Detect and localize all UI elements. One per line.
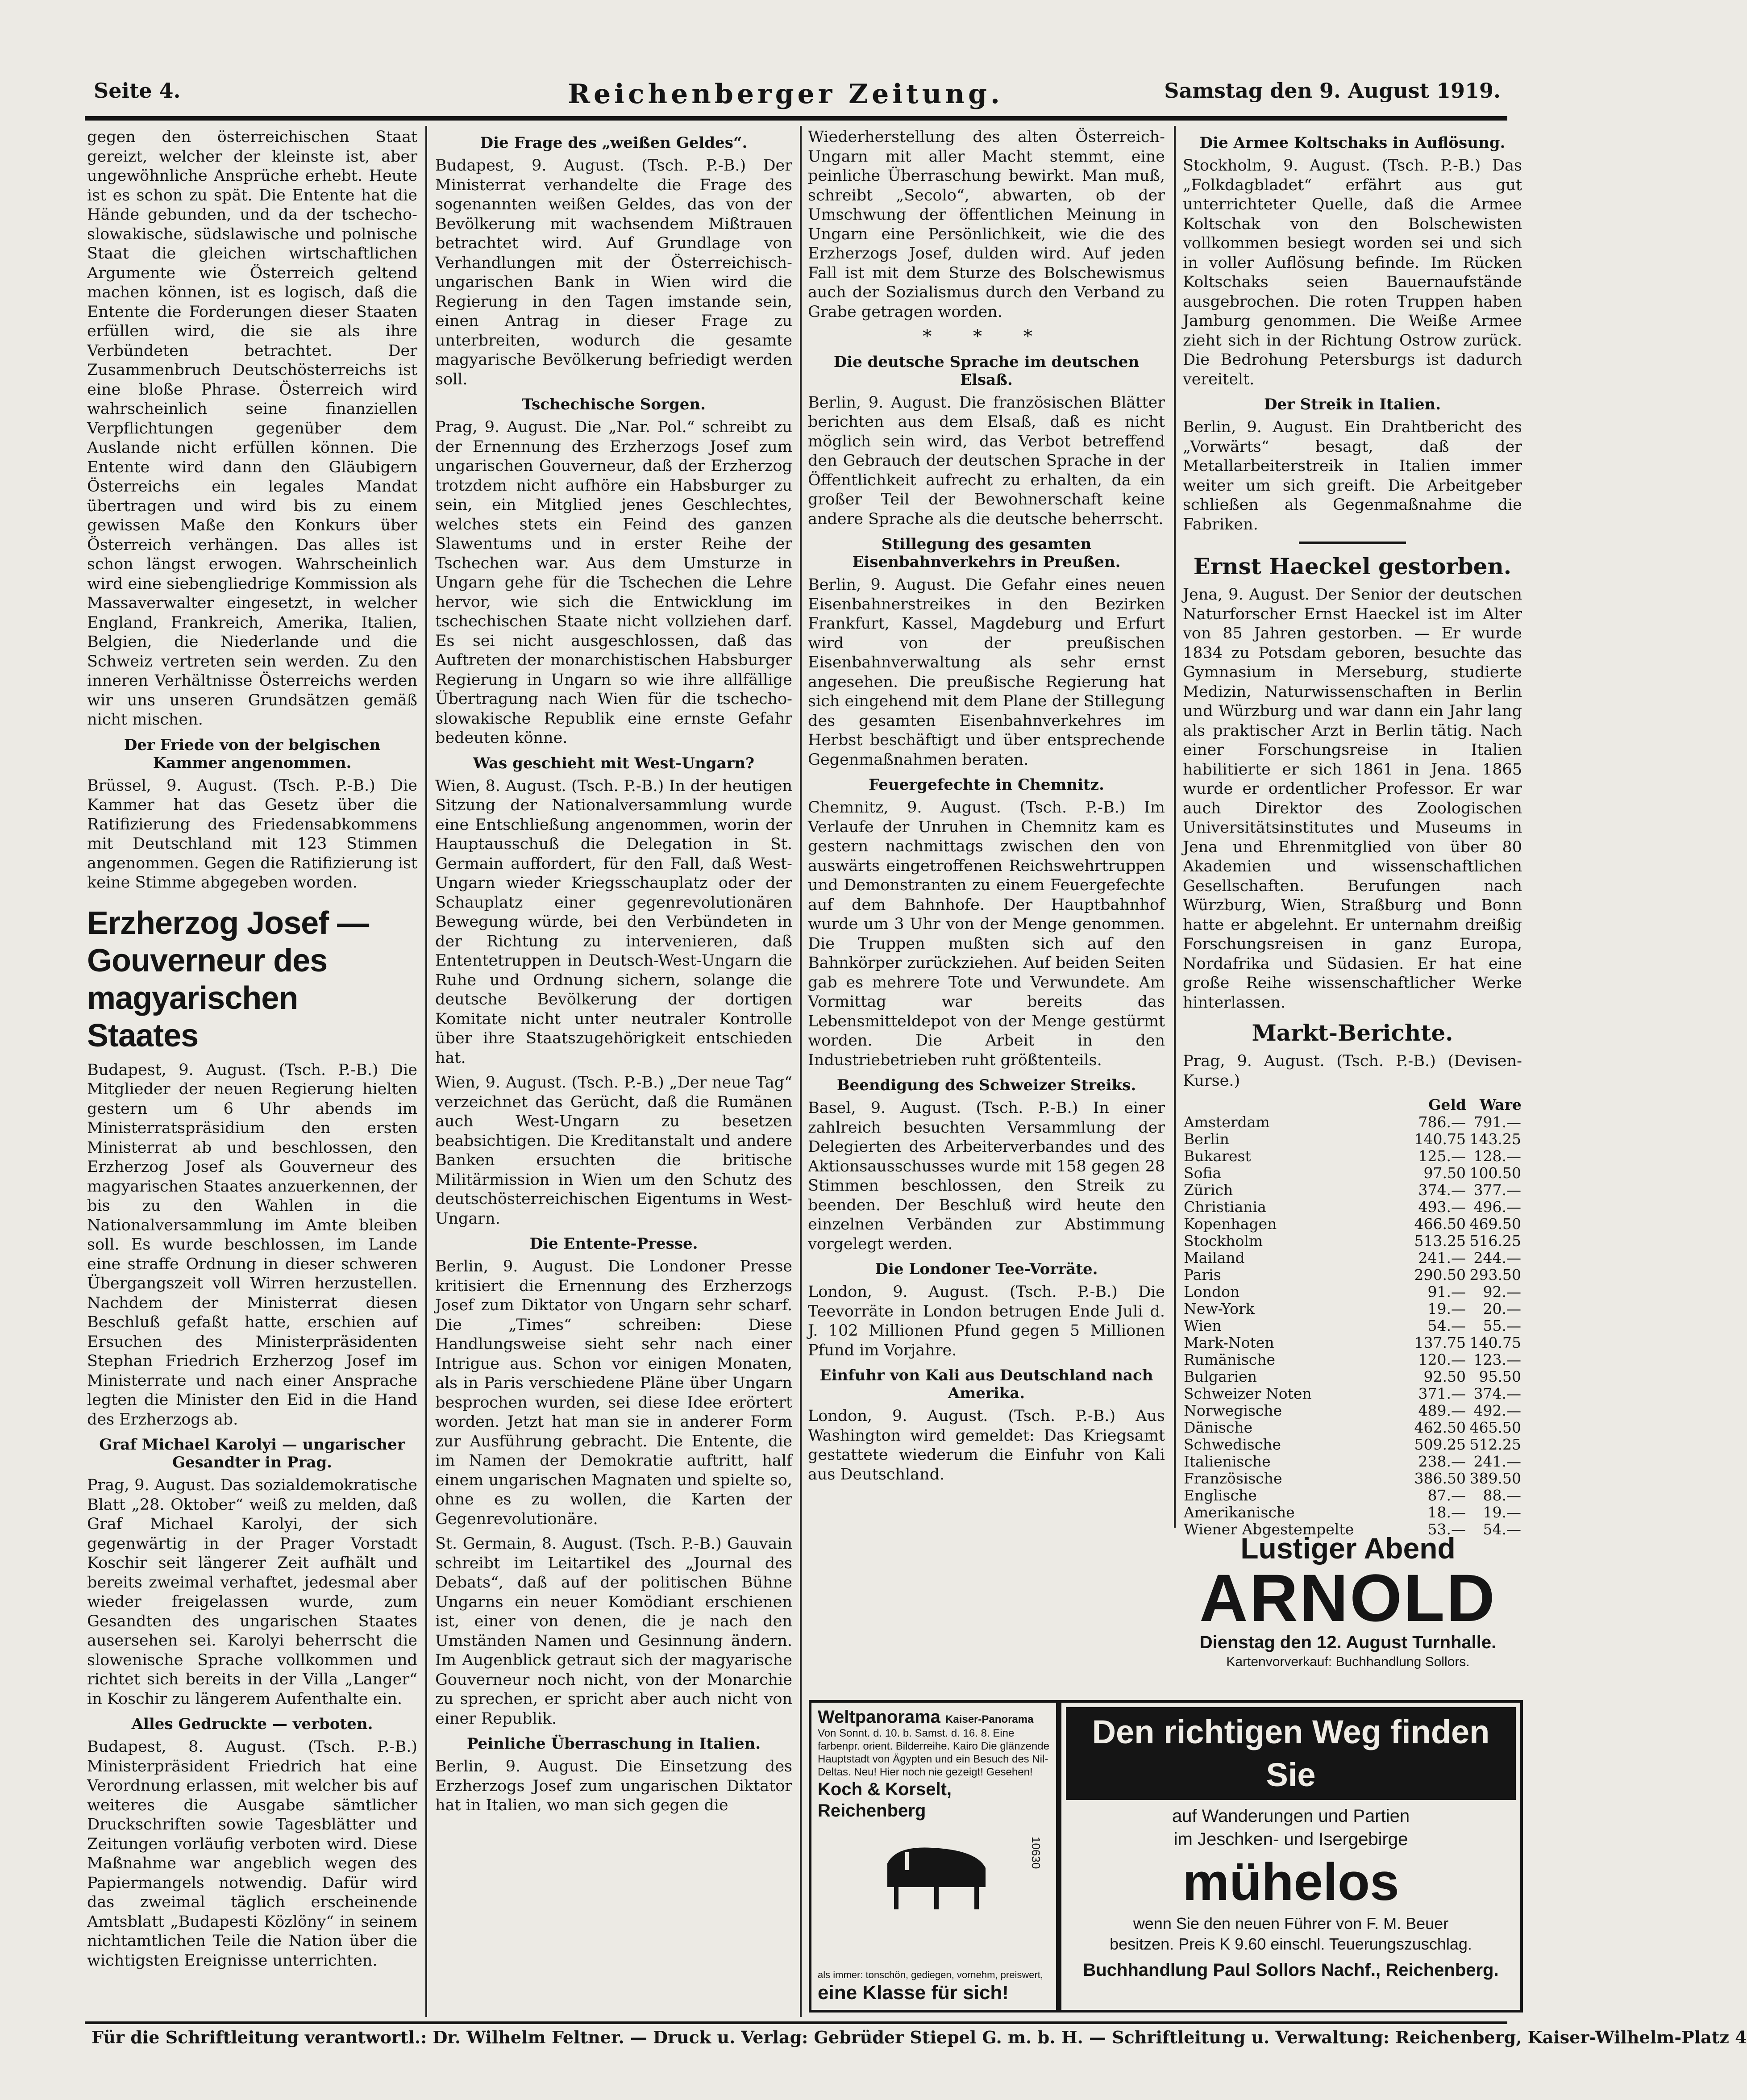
table-row <box>1183 1165 1522 1182</box>
table-row <box>1183 1199 1522 1216</box>
currency-name: Wiener Abgestempelte <box>1184 1521 1354 1538</box>
currency-geld: 241.— <box>1418 1249 1466 1267</box>
table-row <box>1183 1216 1522 1233</box>
currency-name: Französische <box>1184 1470 1282 1487</box>
currency-ware: 95.50 <box>1479 1368 1521 1385</box>
table-row <box>1183 1334 1522 1351</box>
currency-name: Amerikanische <box>1184 1504 1295 1521</box>
currency-geld: 462.50 <box>1414 1419 1466 1436</box>
ad-slogan: eine Klasse für sich! <box>818 1982 1009 2004</box>
ad-text: Von Sonnt. d. 10. b. Samst. d. 16. 8. Eine farbenpr. orient. Bilderreihe. Kairo Die glänzende Hauptstadt von Ägypten und ein Besuch des Nil-Deltas. Neu! Hier noch nie gezeigt! Gesehen! <box>818 1727 1049 1778</box>
article-heading: Die Entente-Presse. <box>529 1235 698 1253</box>
currency-ware: 143.25 <box>1469 1130 1521 1148</box>
section-stars: * * * <box>923 326 1050 347</box>
ad-headline: Den richtigen Weg finden Sie <box>1066 1707 1516 1800</box>
article-text: Budapest, 9. August. (Tsch. P.-B.) Der Ministerrat verhandelte die Frage des sogenannten weißen Geldes, das von der Bevölkerung mit wachsendem Mißtrauen betrachtet wird. Auf Grundlage von Verhandlungen mit der Österreichisch-ungarischen Bank in Wien wird die Regierung in den Tagen imstande sein, einen Antrag in dieser Frage zu unterbreiten, wodurch die gesamte magyarische Bevölkerung befriedigt werden soll. <box>435 157 792 388</box>
article-text: Budapest, 9. August. (Tsch. P.-B.) Die Mitglieder der neuen Regierung hielten gestern um 6 Uhr abends im Ministerratspräsidium den ersten Ministerrat ab und beschlossen, den Erzherzog Josef als Gouverneur des magyarischen Staates anzuerkennen, der bis zu den Wahlen in die Nationalversammlung im Amte bleiben soll. Es wurde beschlossen, im Lande eine straffe Ordnung in dieser schweren Übergangszeit voll Wirren herzustellen. Nachdem der Ministerrat diesen Beschluß gefaßt hatte, erschien auf Ersuchen des Ministerpräsidenten Stephan Friedrich Erzherzog Josef im Ministerrate und nach einer Ansprache legten die Minister den Eid in die Hand des Erzherzogs ab. <box>87 1061 417 1429</box>
currency-ware: 54.— <box>1483 1521 1521 1538</box>
article-text: Chemnitz, 9. August. (Tsch. P.-B.) Im Verlaufe der Unruhen in Chemnitz kam es gestern nachmittags zwischen den von auswärts eingetroffenen Reichswehrtruppen und Demonstranten zu einem Feuergefechte auf dem Bahnhofe. Der Hauptbahnhof wurde um 3 Uhr von der Menge genommen. Die Truppen mußten sich auf den Bahnkörper zurückziehen. Auf beiden Seiten gab es mehrere Tote und Verwundete. Am Vormittag war bereits das Lebensmitteldepot von der Menge gestürmt worden. Die Arbeit in den Industriebetrieben ruht größtenteils. <box>808 799 1165 1069</box>
table-row <box>1183 1385 1522 1402</box>
currency-name: Rumänische <box>1184 1351 1276 1368</box>
ad-line: im Jeschken- und Isergebirge <box>1173 1829 1408 1849</box>
market-intro: Prag, 9. August. (Tsch. P.-B.) (Devisen-Kurse.) <box>1183 1052 1522 1090</box>
currency-ware: 244.— <box>1473 1249 1521 1267</box>
table-header-blank <box>1183 1096 1411 1114</box>
ad-price: besitzen. Preis K 9.60 einschl. Teuerungszuschlag. <box>1110 1935 1472 1953</box>
currency-ware: 293.50 <box>1469 1266 1521 1283</box>
article-heading: Peinliche Überraschung in Italien. <box>466 1735 761 1753</box>
currency-name: Bulgarien <box>1184 1368 1257 1385</box>
currency-name: London <box>1184 1283 1240 1300</box>
footer-rule <box>85 2021 1507 2024</box>
article-heading: Einfuhr von Kali aus Deutschland nach Amerika. <box>819 1367 1153 1402</box>
table-row <box>1183 1436 1522 1453</box>
column-divider <box>800 126 802 2017</box>
currency-name: Amsterdam <box>1184 1113 1270 1131</box>
table-row <box>1183 1453 1522 1470</box>
ad-presale: Kartenvorverkauf: Buchhandlung Sollors. <box>1226 1654 1470 1669</box>
currency-geld: 87.— <box>1427 1487 1466 1504</box>
table-row <box>1183 1250 1522 1267</box>
currency-ware: 374.— <box>1473 1385 1521 1402</box>
page-number: Seite 4. <box>94 79 181 103</box>
currency-name: Christiania <box>1184 1198 1266 1216</box>
ad-tagline: als immer: tonschön, gediegen, vornehm, preiswert, <box>818 1969 1044 1980</box>
ad-line: wenn Sie den neuen Führer von F. M. Beuer <box>1133 1914 1449 1933</box>
imprint-footer: Für die Schriftleitung verantwortl.: Dr. Wilhelm Feltner. — Druck u. Verlag: Gebrüder Stiepel G. m. b. H. — Schriftleitung u. Verwaltung: Reichenberg, Kaiser-Wilhelm-Platz 4 <box>92 2027 1747 2047</box>
article-heading: Tschechische Sorgen. <box>522 396 706 413</box>
table-row <box>1183 1402 1522 1419</box>
article-text: Prag, 9. August. Das sozialdemokratische Blatt „28. Oktober“ weiß zu melden, daß Graf Michael Karolyi, der sich gegenwärtig in der Prager Vorstadt Koschir seit längerer Zeit aufhält und bereits zweimal verhaftet, jedesmal aber wieder freigelassen wurde, zum Gesandten des ungarischen Staates ausersehen sei. Karolyi beherrscht die slowenische Sprache vollkommen und richtet sich bereits in der Villa „Langer“ in Koschir zu längerem Aufenthalte ein. <box>87 1476 417 1708</box>
currency-name: Englische <box>1184 1487 1257 1504</box>
article-heading: Die Londoner Tee-Vorräte. <box>875 1260 1098 1278</box>
currency-geld: 786.— <box>1418 1113 1466 1131</box>
currency-ware: 512.25 <box>1469 1436 1521 1453</box>
currency-ware: 20.— <box>1483 1300 1521 1317</box>
article-heading: Die deutsche Sprache im deutschen Elsaß. <box>833 353 1140 389</box>
article-text: Berlin, 9. August. Die Gefahr eines neuen Eisenbahnerstreikes in den Bezirken Frankfurt, Kassel, Magdeburg und Erfurt wird von der preußischen Eisenbahnverwaltung als sehr ernst angesehen. Die preußische Regierung hat sich eingehend mit dem Plane der Stillegung des gesamten Eisenbahnverkehres im Herbst beschäftigt und über entsprechende Gegenmaßnahmen beraten. <box>808 576 1165 769</box>
currency-geld: 53.— <box>1427 1521 1466 1538</box>
table-row <box>1183 1487 1522 1504</box>
currency-name: Schweizer Noten <box>1184 1385 1312 1402</box>
currency-ware: 19.— <box>1483 1504 1521 1521</box>
currency-geld: 489.— <box>1418 1402 1466 1419</box>
table-row <box>1183 1114 1522 1131</box>
currency-name: Mark-Noten <box>1184 1334 1274 1351</box>
article-heading: Alles Gedruckte — verboten. <box>131 1715 373 1733</box>
newspaper-title: Reichenberger Zeitung. <box>568 79 1003 110</box>
currency-ware: 88.— <box>1483 1487 1521 1504</box>
currency-ware: 492.— <box>1473 1402 1521 1419</box>
currency-name: Zürich <box>1184 1181 1233 1199</box>
table-row <box>1183 1182 1522 1199</box>
currency-geld: 238.— <box>1418 1453 1466 1470</box>
ad-lustiger-abend <box>1172 1532 1524 1693</box>
currency-geld: 92.50 <box>1423 1368 1466 1385</box>
currency-name: Dänische <box>1184 1419 1253 1436</box>
ad-weltpanorama <box>809 1700 1059 2012</box>
ad-emphasis: mühelos <box>1182 1853 1399 1912</box>
currency-geld: 466.50 <box>1414 1215 1466 1233</box>
column-1 <box>87 128 417 2019</box>
ad-subtitle: Kaiser-Panorama <box>945 1713 1034 1725</box>
article-text: St. Germain, 8. August. (Tsch. P.-B.) Gauvain schreibt im Leitartikel des „Journal des Debats“, daß auf der politischen Bühne Ungarns ein neuer Komödiant erschienen ist, einer von denen, die je nach den Umständen Namen und Gesinnung ändern. Im Augenblick getraut sich der magyarische Gouverneur noch nicht, von der Monarchie zu sprechen, er spricht aber auch nicht von einer Republik. <box>435 1535 792 1728</box>
column-divider <box>425 126 427 2017</box>
currency-name: Italienische <box>1184 1453 1271 1470</box>
currency-geld: 120.— <box>1418 1351 1466 1368</box>
grand-piano-icon <box>878 1837 994 1912</box>
headline-haeckel: Ernst Haeckel gestorben. <box>1193 553 1512 579</box>
column-divider <box>1174 126 1176 1528</box>
currency-ware: 389.50 <box>1469 1470 1521 1487</box>
currency-geld: 91.— <box>1427 1283 1466 1300</box>
currency-name: Schwedische <box>1184 1436 1281 1453</box>
currency-name: Mailand <box>1184 1249 1245 1267</box>
article-text: London, 9. August. (Tsch. P.-B.) Aus Washington wird gemeldet: Das Kriegsamt gestattete wiederum die Einfuhr von Kali aus Deutschland. <box>808 1407 1165 1483</box>
currency-geld: 493.— <box>1418 1198 1466 1216</box>
article-heading: Die Frage des „weißen Geldes“. <box>480 134 748 152</box>
currency-ware: 377.— <box>1473 1181 1521 1199</box>
currency-geld: 18.— <box>1427 1504 1466 1521</box>
article-heading: Der Streik in Italien. <box>1264 396 1441 413</box>
article-text: Brüssel, 9. August. (Tsch. P.-B.) Die Kammer hat das Gesetz über die Ratifizierung des Friedensabkommens mit Deutschland mit 123 Stimmen angenommen. Gegen die Ratifizierung ist keine Stimme abgegeben worden. <box>87 776 417 892</box>
article-heading: Stillegung des gesamten Eisenbahnverkehrs in Preußen. <box>852 535 1121 571</box>
table-row <box>1183 1283 1522 1300</box>
currency-geld: 290.50 <box>1414 1266 1466 1283</box>
headline-erzherzog-josef: Erzherzog Josef — Gouverneur des magyarischen Staates <box>87 905 369 1054</box>
currency-ware: 469.50 <box>1469 1215 1521 1233</box>
article-heading: Graf Michael Karolyi — ungarischer Gesandter in Prag. <box>99 1436 405 1471</box>
article-text: Stockholm, 9. August. (Tsch. P.-B.) Das „Folkdagbladet“ erfährt aus gut unterrichteter Quelle, daß die Armee Koltschak von den Bolschewisten vollkommen besiegt worden sei und sich in voller Auflösung befinde. Im Rücken Koltschaks seien Bauernaufstände ausgebrochen. Die roten Truppen haben Jamburg genommen. Die Weiße Armee zieht sich in der Richtung Ostrow zurück. Die Bedrohung Petersburgs ist dadurch vereitelt. <box>1183 157 1522 388</box>
currency-ware: 100.50 <box>1469 1164 1521 1182</box>
article-text: Wien, 9. August. (Tsch. P.-B.) „Der neue Tag“ verzeichnet das Gerücht, daß die Rumänen auch West-Ungarn zu besetzen beabsichtigen. Die Kreditanstalt und andere Banken ersuchten die britische Militärmission in Wien um den Schutz des deutschösterreichischen Eigentums in West-Ungarn. <box>435 1074 792 1228</box>
currency-ware: 496.— <box>1473 1198 1521 1216</box>
currency-ware: 516.25 <box>1469 1232 1521 1250</box>
currency-name: Berlin <box>1184 1130 1229 1148</box>
currency-geld: 374.— <box>1418 1181 1466 1199</box>
article-heading: Die Armee Koltschaks in Auflösung. <box>1199 134 1506 152</box>
article-text: Basel, 9. August. (Tsch. P.-B.) In einer zahlreich besuchten Versammlung der Delegierten des Arbeiterverbandes und des Aktionsausschusses wurde mit 158 gegen 28 Stimmen beschlossen, den Streik zu beenden. Der Beschluß wird heute den einzelnen Verbänden zur Abstimmung vorgelegt werden. <box>808 1099 1165 1253</box>
currency-name: Kopenhagen <box>1184 1215 1277 1233</box>
currency-geld: 19.— <box>1427 1300 1466 1317</box>
ad-date: Dienstag den 12. August Turnhalle. <box>1199 1633 1497 1652</box>
column-4 <box>1183 128 1522 1538</box>
table-row <box>1183 1148 1522 1165</box>
table-row <box>1183 1368 1522 1385</box>
ad-line: auf Wanderungen und Partien <box>1172 1806 1410 1826</box>
table-row <box>1183 1233 1522 1250</box>
article-text: Berlin, 9. August. Ein Drahtbericht des „Vorwärts“ besagt, daß der Metallarbeiterstreik in Italien immer weiter um sich greift. Die Arbeitgeber schließen als Gegenmaßnahme die Fabriken. <box>1183 418 1522 533</box>
currency-table <box>1183 1096 1522 1538</box>
currency-geld: 386.50 <box>1414 1470 1466 1487</box>
currency-ware: 465.50 <box>1469 1419 1521 1436</box>
section-separator <box>1299 542 1406 544</box>
currency-geld: 371.— <box>1418 1385 1466 1402</box>
article-text: Prag, 9. August. Die „Nar. Pol.“ schreibt zu der Ernennung des Erzherzogs Josef zum ungarischen Gouverneur, daß der Erzherzog trotzdem nicht aufhöre ein Habsburger zu sein, ein Mitglied jenes Geschlechtes, welches stets ein Feind des ganzen Slawentums und in erster Reihe der Tschechen war. Aus dem Umsturze in Ungarn gehe für die Tschechen die Lehre hervor, wie sich die Entwicklung im tschechischen Staate nicht vollziehen darf. Es sei nicht ausgeschlossen, daß das Auftreten der monarchistischen Habsburger Regierung in Ungarn so wie ihre allfällige Übertragung nach Wien für die tschecho-slowakische Republik eine ernste Gefahr bedeuten könne. <box>435 418 792 747</box>
currency-ware: 55.— <box>1483 1317 1521 1334</box>
ad-fuehrer <box>1059 1700 1523 2012</box>
ad-performer-name: ARNOLD <box>1199 1560 1497 1635</box>
table-header-geld: Geld <box>1428 1096 1466 1113</box>
ad-bookshop: Buchhandlung Paul Sollors Nachf., Reichenberg. <box>1083 1960 1499 1980</box>
table-row <box>1183 1351 1522 1368</box>
currency-geld: 125.— <box>1418 1147 1466 1165</box>
header-rule <box>85 116 1507 121</box>
currency-ware: 241.— <box>1473 1453 1521 1470</box>
currency-name: Paris <box>1184 1266 1221 1283</box>
currency-geld: 54.— <box>1427 1317 1466 1334</box>
currency-ware: 123.— <box>1473 1351 1521 1368</box>
ad-title: Lustiger Abend <box>1240 1532 1456 1565</box>
article-heading: Feuergefechte in Chemnitz. <box>869 776 1104 794</box>
column-2 <box>435 128 792 2019</box>
table-row <box>1183 1131 1522 1148</box>
currency-name: Bukarest <box>1184 1147 1251 1165</box>
currency-geld: 137.75 <box>1414 1334 1466 1351</box>
table-row <box>1183 1317 1522 1334</box>
article-text: gegen den österreichischen Staat gereizt, welcher der kleinste ist, aber ungewöhnliche Ansprüche erhebt. Heute ist es schon zu spät. Die Entente hat die Hände gebunden, und da der tschecho-slowakische, südslawische und polnische Staat die gleichen wirtschaftlichen Argumente wie Österreich geltend machen können, ist es logisch, daß die Entente die Forderungen dieser Staaten erfüllen wird, die sie als ihre Verbündeten betrachtet. Der Zusammenbruch Deutschösterreichs ist eine bloße Phrase. Österreich wird wahrscheinlich seine finanziellen Verpflichtungen gegenüber dem Auslande nicht erfüllen können. Die Entente wird dann den Gläubigern Österreichs ein legales Mandat übertragen und wird bis zu einem gewissen Maße den Konkurs über Österreich verhängen. Das alles ist schon längst erwogen. Wahrscheinlich wird eine siebengliedrige Kommission als Massaverwalter eingesetzt, in welcher England, Frankreich, Amerika, Italien, Belgien, die Niederlande und die Schweiz vertreten sein werden. Zu den inneren Verhältnisse Österreichs werden wir uns unseren Grundsätzen gemäß nicht mischen. <box>87 128 417 729</box>
ad-firm: Koch & Korselt, Reichenberg <box>818 1779 952 1821</box>
table-header-ware: Ware <box>1480 1096 1522 1113</box>
currency-name: New-York <box>1184 1300 1255 1317</box>
table-row <box>1183 1300 1522 1317</box>
currency-ware: 92.— <box>1483 1283 1521 1300</box>
article-text: Jena, 9. August. Der Senior der deutschen Naturforscher Ernst Haeckel ist im Alter von 85 Jahren gestorben. — Er wurde 1834 zu Potsdam geboren, besuchte das Gymnasium in Merseburg, studierte Medizin, Naturwissenschaften in Berlin und Würzburg und war dann ein Jahr lang als praktischer Arzt in Berlin tätig. Nach einer Forschungsreise in Italien habilitierte er sich 1861 in Jena. 1865 wurde er ordentlicher Professor. Er war auch Direktor des Zoologischen Universitätsinstitutes und Museums in Jena und Ehrenmitglied von über 80 Akademien und wissenschaftlichen Gesellschaften. Berufungen nach Würzburg, Wien, Straßburg und Bonn hatte er abgelehnt. Er unternahm dreißig Forschungsreisen in ganz Europa, Nordafrika und Südasien. Er hat eine große Reihe wissenschaftlicher Werke hinterlassen. <box>1183 586 1522 1012</box>
article-heading: Beendigung des Schweizer Streiks. <box>836 1076 1136 1094</box>
article-text: Berlin, 9. August. Die französischen Blätter berichten aus dem Elsaß, daß es nicht möglich sein wird, das Verbot betreffend den Gebrauch der deutschen Sprache in der Öffentlichkeit aufrecht zu erhalten, da ein großer Teil der Bewohnerschaft keine andere Sprache als die deutsche beherrscht. <box>808 393 1165 528</box>
currency-name: Wien <box>1184 1317 1222 1334</box>
currency-ware: 128.— <box>1473 1147 1521 1165</box>
table-row <box>1183 1267 1522 1283</box>
article-text: Berlin, 9. August. Die Londoner Presse kritisiert die Ernennung des Erzherzogs Josef zum Diktator von Ungarn sehr scharf. Die „Times“ schreiben: Diese Handlungsweise sieht sehr nach einer Intrigue aus. Schon vor einigen Monaten, als in Paris verschiedene Pläne über Ungarn besprochen wurden, sei diese Idee erörtert worden. Jetzt hat man sie in anderer Form zur Ausführung gebracht. Die Entente, die im Namen der Demokratie auftritt, half einem ungarischen Magnaten und spielte so, ohne es zu wollen, die Karten der Gegenrevolutionäre. <box>435 1258 792 1528</box>
currency-name: Sofia <box>1184 1164 1222 1182</box>
table-row <box>1183 1470 1522 1487</box>
article-heading: Was geschieht mit West-Ungarn? <box>473 754 755 772</box>
currency-name: Stockholm <box>1184 1232 1263 1250</box>
article-text: Berlin, 9. August. Die Einsetzung des Erzherzogs Josef zum ungarischen Diktator hat in Italien, wo man sich gegen die <box>435 1758 792 1814</box>
currency-ware: 791.— <box>1473 1113 1521 1131</box>
article-text: London, 9. August. (Tsch. P.-B.) Die Teevorräte in London betrugen Ende Juli d. J. 102 Millionen Pfund gegen 5 Millionen Pfund im Vorjahre. <box>808 1283 1165 1359</box>
currency-geld: 97.50 <box>1423 1164 1466 1182</box>
table-row <box>1183 1504 1522 1521</box>
issue-date: Samstag den 9. August 1919. <box>1164 79 1501 103</box>
ad-title: Weltpanorama <box>818 1707 940 1727</box>
currency-geld: 513.25 <box>1414 1232 1466 1250</box>
ad-number: 10630 <box>1029 1837 1043 1869</box>
article-text: Budapest, 8. August. (Tsch. P.-B.) Ministerpräsident Friedrich hat eine Verordnung erlassen, mit welcher bis auf weiteres die Ausgabe sämtlicher Druckschriften sowie Tagesblätter und Zeitungen vorläufig verboten wird. Diese Maßnahme war angeblich wegen des Papiermangels notwendig. Dafür wird das zweimal täglich erscheinende Amtsblatt „Budapesti Közlöny“ in seinem nichtamtlichen Teile die Nation über die wichtigsten Ereignisse unterrichten. <box>87 1738 417 1970</box>
currency-name: Norwegische <box>1184 1402 1282 1419</box>
market-heading: Markt-Berichte. <box>1252 1020 1453 1046</box>
currency-ware: 140.75 <box>1469 1334 1521 1351</box>
table-row <box>1183 1419 1522 1436</box>
column-3 <box>808 128 1165 1681</box>
article-text: Wien, 8. August. (Tsch. P.-B.) In der heutigen Sitzung der Nationalversammlung wurde eine Entschließung angenommen, worin der Hauptausschuß die Delegation in St. Germain auffordert, für den Fall, daß West-Ungarn wieder Kriegsschauplatz oder der Schauplatz einer gegenrevolutionären Bewegung würde, bei den Verbündeten in der Richtung zu intervenieren, daß Ententetruppen in Deutsch-West-Ungarn die Ruhe und Ordnung sichern, solange die deutsche Bevölkerung der dortigen Komitate nicht unter neutraler Kontrolle über ihre Staatszugehörigkeit entschieden hat. <box>435 777 792 1067</box>
article-text: Wiederherstellung des alten Österreich-Ungarn mit aller Macht stemmt, eine peinliche Überraschung bewirkt. Man muß, schreibt „Secolo“, abwarten, ob der Umschwung der öffentlichen Meinung in Ungarn eine Persönlichkeit, wie die des Erzherzogs Josef, dulden wird. Auf jeden Fall ist mit dem Sturze des Bolschewismus auch der Sozialismus durch den Verband zu Grabe getragen worden. <box>808 128 1165 321</box>
currency-geld: 509.25 <box>1414 1436 1466 1453</box>
article-heading: Der Friede von der belgischen Kammer angenommen. <box>124 736 381 772</box>
currency-geld: 140.75 <box>1414 1130 1466 1148</box>
